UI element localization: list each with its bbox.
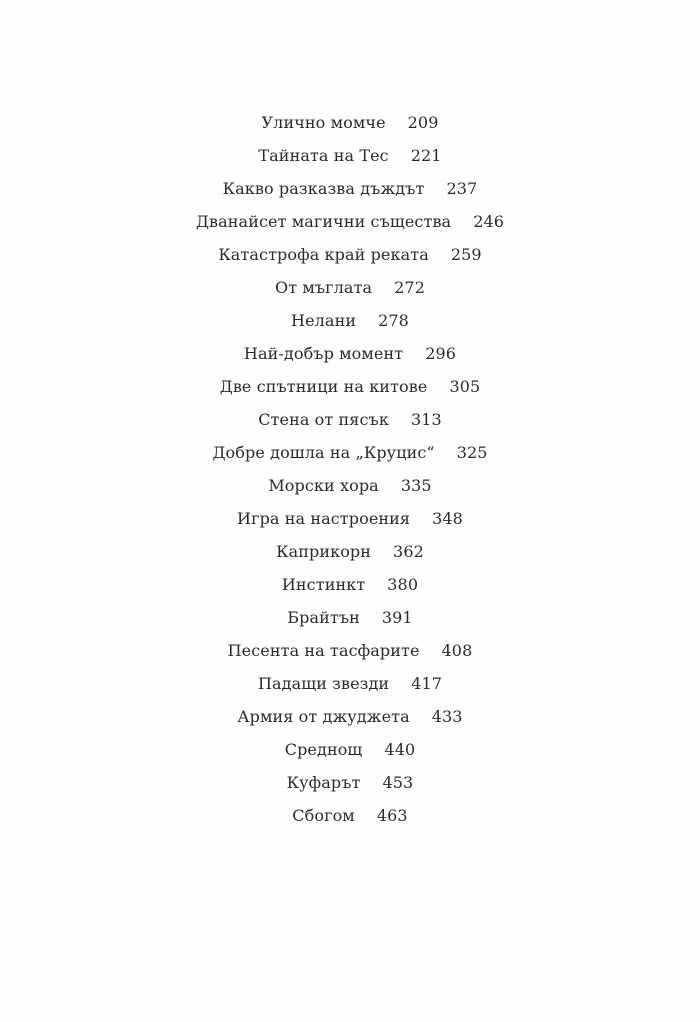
page-number: 335: [400, 476, 432, 495]
toc-entry: [0, 436, 700, 469]
toc-entry: [0, 634, 700, 667]
chapter-title: Какво разказва дъждът: [222, 179, 425, 198]
toc-entry: [0, 733, 700, 766]
page-number: 259: [450, 245, 482, 264]
page-number: 313: [410, 410, 442, 429]
page-number: 453: [382, 773, 414, 792]
chapter-title: Брайтън: [287, 608, 360, 627]
chapter-title: Инстинкт: [281, 575, 366, 594]
toc-entry: [0, 667, 700, 700]
toc-entry: [0, 337, 700, 370]
chapter-title: Най-добър момент: [243, 344, 404, 363]
page-number: 221: [410, 146, 442, 165]
toc-entry: [0, 304, 700, 337]
toc-entry: [0, 172, 700, 205]
chapter-title: Две спътници на китове: [219, 377, 428, 396]
toc-entry: [0, 106, 700, 139]
chapter-title: Добре дошла на „Круцис“: [212, 443, 435, 462]
page-number: 278: [378, 311, 409, 330]
toc-entry: [0, 601, 700, 634]
chapter-title: Сбогом: [292, 806, 355, 825]
toc-entry: [0, 469, 700, 502]
chapter-title: Нелани: [291, 311, 357, 330]
page-number: 296: [425, 344, 457, 363]
page-number: 209: [407, 113, 439, 132]
chapter-title: Стена от пясък: [258, 410, 389, 429]
page-number: 380: [387, 575, 419, 594]
page-number: 417: [411, 674, 443, 693]
toc-entry: [0, 139, 700, 172]
chapter-title: Морски хора: [268, 476, 379, 495]
toc-entry: [0, 205, 700, 238]
toc-entry: [0, 238, 700, 271]
chapter-title: От мъглата: [275, 278, 373, 297]
page-number: 237: [446, 179, 478, 198]
toc-entry: [0, 799, 700, 832]
toc-entry: [0, 568, 700, 601]
toc-entry: [0, 700, 700, 733]
page-number: 440: [384, 740, 416, 759]
page-number: 325: [456, 443, 488, 462]
chapter-title: Падащи звезди: [257, 674, 390, 693]
chapter-title: Каприкорн: [276, 542, 372, 561]
page-number: 362: [393, 542, 424, 561]
toc-entry: [0, 502, 700, 535]
toc-entry: [0, 535, 700, 568]
chapter-title: Куфарът: [286, 773, 361, 792]
toc-entry: [0, 271, 700, 304]
page-number: 305: [449, 377, 481, 396]
chapter-title: Песента на тасфарите: [227, 641, 420, 660]
page-number: 272: [394, 278, 425, 297]
page-number: 463: [376, 806, 408, 825]
chapter-title: Тайната на Тес: [258, 146, 389, 165]
chapter-title: Армия от джуджета: [237, 707, 410, 726]
chapter-title: Улично момче: [261, 113, 386, 132]
chapter-title: Дванайсет магични същества: [195, 212, 452, 231]
page-number: 348: [432, 509, 463, 528]
toc-entry: [0, 403, 700, 436]
page-number: 433: [431, 707, 463, 726]
chapter-title: Среднощ: [284, 740, 363, 759]
toc-entry: [0, 766, 700, 799]
page-number: 408: [441, 641, 473, 660]
page-number: 246: [473, 212, 505, 231]
chapter-title: Катастрофа край реката: [218, 245, 429, 264]
page-number: 391: [381, 608, 413, 627]
table-of-contents: [0, 106, 700, 832]
toc-entry: [0, 370, 700, 403]
chapter-title: Игра на настроения: [237, 509, 411, 528]
